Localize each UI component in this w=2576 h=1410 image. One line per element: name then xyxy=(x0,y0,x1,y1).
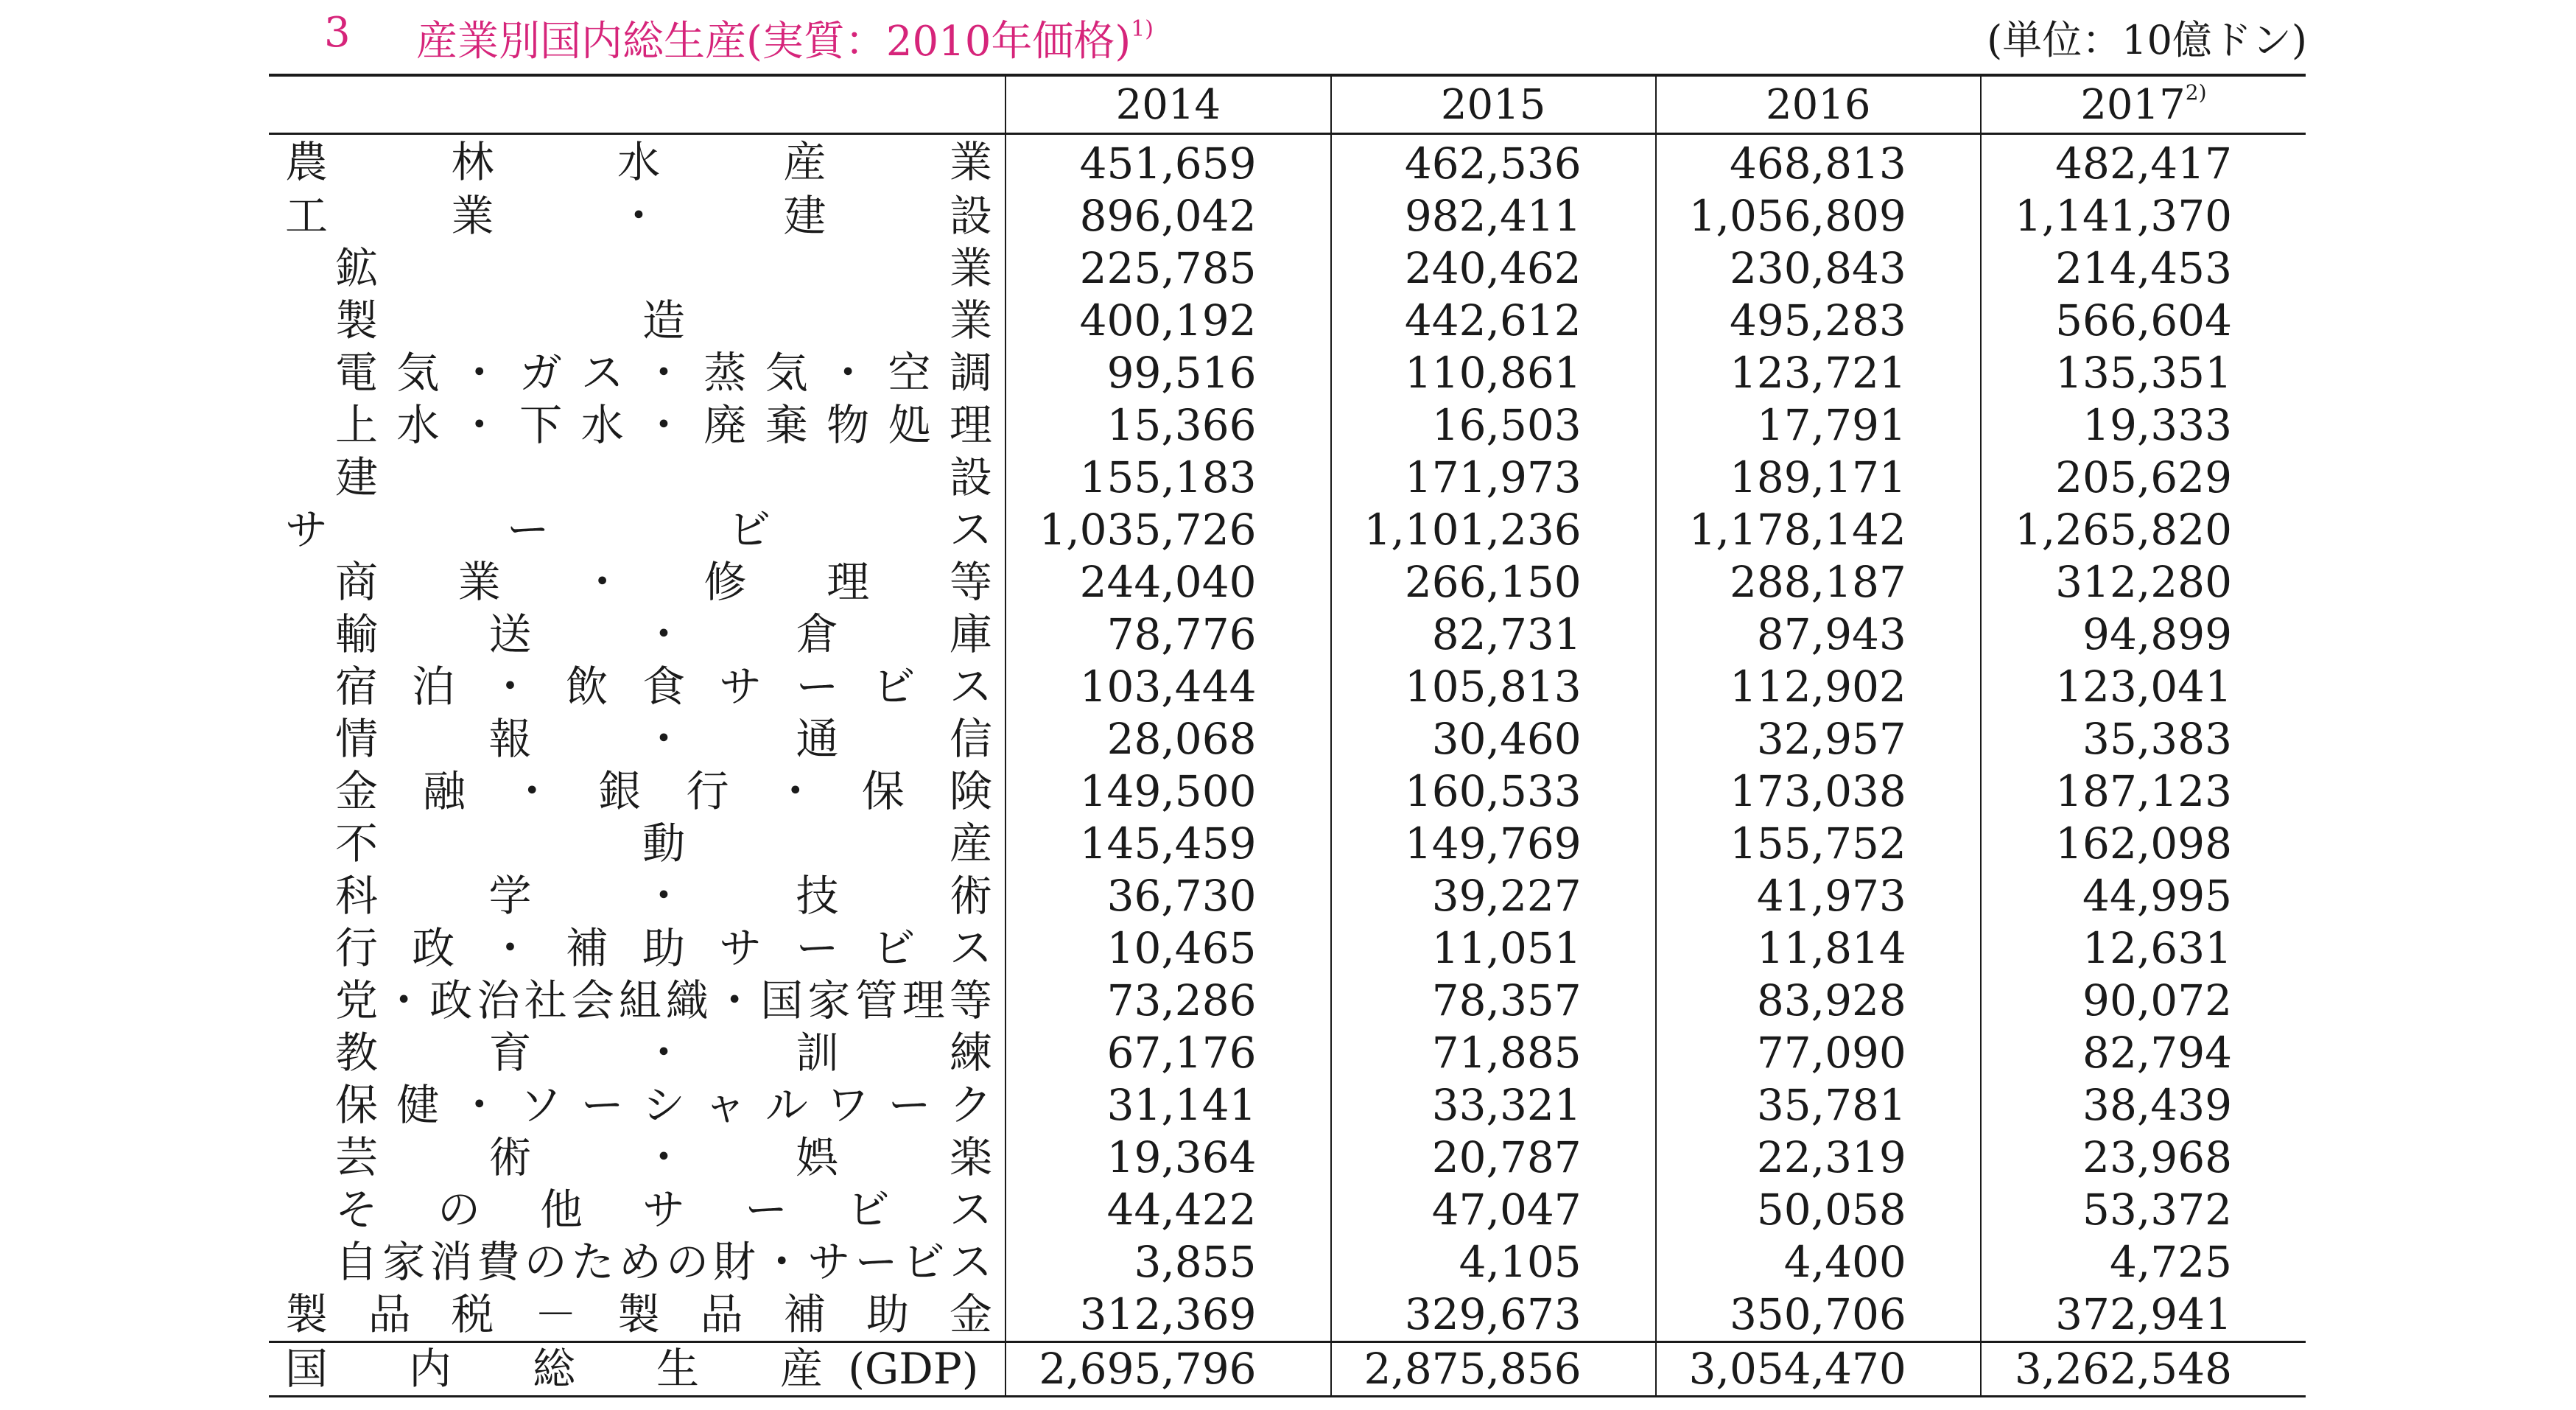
row-label: 芸 術 ・ 娯 楽 xyxy=(335,1132,992,1182)
cell-value-2015: 47,047 xyxy=(1331,1184,1656,1236)
cell-value-2017: 12,631 xyxy=(1981,922,2306,975)
table-row xyxy=(269,922,2306,975)
cell-value-2014: 28,068 xyxy=(1006,713,1330,765)
cell-value-2014: 15,366 xyxy=(1006,399,1330,452)
cell-value-2014: 44,422 xyxy=(1006,1184,1330,1236)
row-label: 保 健 ・ ソ ー シ ャ ル ワ ー ク xyxy=(335,1080,992,1130)
cell-value-2015: 329,673 xyxy=(1331,1288,1656,1342)
cell-value-2017: 4,725 xyxy=(1981,1236,2306,1288)
cell-value-2016: 123,721 xyxy=(1656,347,1981,399)
table-row xyxy=(269,134,2306,191)
row-label: 工 業 ・ 建 設 xyxy=(285,191,992,241)
cell-value-2015: 462,536 xyxy=(1331,134,1656,191)
cell-value-2017: 372,941 xyxy=(1981,1288,2306,1342)
cell-value-2017: 23,968 xyxy=(1981,1132,2306,1184)
table-title-row xyxy=(0,0,2576,70)
table-row xyxy=(269,1288,2306,1342)
cell-value-2015: 110,861 xyxy=(1331,347,1656,399)
table-row xyxy=(269,818,2306,870)
cell-value-2014: 312,369 xyxy=(1006,1288,1330,1342)
cell-value-2014: 896,042 xyxy=(1006,190,1330,242)
table-row xyxy=(269,1236,2306,1288)
row-label: 科 学 ・ 技 術 xyxy=(335,871,992,921)
table-row xyxy=(269,452,2306,504)
cell-value-2014: 244,040 xyxy=(1006,556,1330,608)
row-label: 鉱 業 xyxy=(335,243,992,293)
cell-value-2016: 189,171 xyxy=(1656,452,1981,504)
cell-value-2016: 1,178,142 xyxy=(1656,504,1981,556)
cell-value-2017: 1,141,370 xyxy=(1981,190,2306,242)
cell-value-2016: 32,957 xyxy=(1656,713,1981,765)
cell-value-2015: 20,787 xyxy=(1331,1132,1656,1184)
cell-value-2017: 123,041 xyxy=(1981,661,2306,713)
row-label: 輸 送 ・ 倉 庫 xyxy=(335,609,992,659)
cell-value-2016: 11,814 xyxy=(1656,922,1981,975)
cell-value-2016: 350,706 xyxy=(1656,1288,1981,1342)
table-row xyxy=(269,870,2306,922)
table-title-text: 産業別国内総生産(実質：2010年価格) xyxy=(416,18,1131,66)
cell-value-2015: 16,503 xyxy=(1331,399,1656,452)
total-value-2015: 2,875,856 xyxy=(1331,1342,1656,1397)
cell-value-2015: 240,462 xyxy=(1331,242,1656,295)
cell-value-2015: 4,105 xyxy=(1331,1236,1656,1288)
table-body xyxy=(269,134,2306,1397)
cell-value-2016: 468,813 xyxy=(1656,134,1981,191)
cell-value-2016: 495,283 xyxy=(1656,295,1981,347)
total-label-suffix: (GDP) xyxy=(848,1344,979,1394)
cell-value-2014: 19,364 xyxy=(1006,1132,1330,1184)
cell-value-2016: 22,319 xyxy=(1656,1132,1981,1184)
cell-value-2016: 35,781 xyxy=(1656,1079,1981,1132)
col-header-2017: 2017$^{2)}$ xyxy=(1981,75,2306,134)
row-label: 建 設 xyxy=(335,452,992,502)
cell-value-2015: 11,051 xyxy=(1331,922,1656,975)
cell-value-2016: 87,943 xyxy=(1656,608,1981,661)
row-label: 行 政 ・ 補 助 サ ー ビ ス xyxy=(335,923,992,973)
gdp-by-industry-table xyxy=(269,74,2306,1397)
cell-value-2016: 77,090 xyxy=(1656,1027,1981,1079)
cell-value-2017: 38,439 xyxy=(1981,1079,2306,1132)
gdp-table-container xyxy=(269,74,2306,1397)
header-blank-cell xyxy=(269,75,1006,134)
cell-value-2014: 99,516 xyxy=(1006,347,1330,399)
cell-value-2016: 41,973 xyxy=(1656,870,1981,922)
cell-value-2017: 90,072 xyxy=(1981,975,2306,1027)
cell-value-2014: 10,465 xyxy=(1006,922,1330,975)
cell-value-2014: 31,141 xyxy=(1006,1079,1330,1132)
cell-value-2015: 30,460 xyxy=(1331,713,1656,765)
cell-value-2015: 1,101,236 xyxy=(1331,504,1656,556)
cell-value-2017: 82,794 xyxy=(1981,1027,2306,1079)
cell-value-2014: 451,659 xyxy=(1006,134,1330,191)
cell-value-2014: 103,444 xyxy=(1006,661,1330,713)
cell-value-2015: 982,411 xyxy=(1331,190,1656,242)
table-row xyxy=(269,399,2306,452)
col-header-2016: 2016 xyxy=(1656,75,1981,134)
table-row xyxy=(269,1079,2306,1132)
cell-value-2017: 482,417 xyxy=(1981,134,2306,191)
cell-value-2015: 149,769 xyxy=(1331,818,1656,870)
cell-value-2017: 162,098 xyxy=(1981,818,2306,870)
total-label-chars: 国 内 総 生 産 xyxy=(285,1344,823,1394)
row-label: 宿 泊 ・ 飲 食 サ ー ビ ス xyxy=(335,662,992,712)
cell-value-2015: 33,321 xyxy=(1331,1079,1656,1132)
row-label: 情 報 ・ 通 信 xyxy=(335,714,992,764)
cell-value-2014: 67,176 xyxy=(1006,1027,1330,1079)
cell-value-2017: 44,995 xyxy=(1981,870,2306,922)
row-label: 教 育 ・ 訓 練 xyxy=(335,1028,992,1078)
cell-value-2014: 73,286 xyxy=(1006,975,1330,1027)
cell-value-2017: 135,351 xyxy=(1981,347,2306,399)
row-label: 金 融 ・ 銀 行 ・ 保 険 xyxy=(335,766,992,816)
row-label: 製 造 業 xyxy=(335,295,992,346)
table-row xyxy=(269,504,2306,556)
table-row xyxy=(269,1132,2306,1184)
cell-value-2016: 50,058 xyxy=(1656,1184,1981,1236)
row-label: 農 林 水 産 業 xyxy=(285,137,992,187)
unit-note: (単位：10億ドン) xyxy=(1987,17,2307,63)
table-row xyxy=(269,608,2306,661)
table-row xyxy=(269,975,2306,1027)
cell-value-2017: 312,280 xyxy=(1981,556,2306,608)
table-header-row xyxy=(269,75,2306,134)
cell-value-2017: 214,453 xyxy=(1981,242,2306,295)
row-label: 不 動 産 xyxy=(335,818,992,869)
row-label: 電 気 ・ ガ ス ・ 蒸 気 ・ 空 調 xyxy=(335,348,992,398)
cell-value-2014: 36,730 xyxy=(1006,870,1330,922)
cell-value-2016: 173,038 xyxy=(1656,765,1981,818)
row-label: 党 ・ 政 治 社 会 組 織 ・ 国 家 管 理 等 xyxy=(335,975,992,1025)
cell-value-2016: 288,187 xyxy=(1656,556,1981,608)
table-row xyxy=(269,242,2306,295)
cell-value-2016: 4,400 xyxy=(1656,1236,1981,1288)
cell-value-2017: 1,265,820 xyxy=(1981,504,2306,556)
cell-value-2017: 566,604 xyxy=(1981,295,2306,347)
cell-value-2015: 442,612 xyxy=(1331,295,1656,347)
cell-value-2016: 83,928 xyxy=(1656,975,1981,1027)
row-label: 製 品 税 － 製 品 補 助 金 xyxy=(285,1289,992,1339)
cell-value-2015: 82,731 xyxy=(1331,608,1656,661)
cell-value-2015: 71,885 xyxy=(1331,1027,1656,1079)
col-header-2014: 2014 xyxy=(1006,75,1330,134)
table-row xyxy=(269,661,2306,713)
cell-value-2015: 160,533 xyxy=(1331,765,1656,818)
cell-value-2014: 225,785 xyxy=(1006,242,1330,295)
table-row xyxy=(269,1184,2306,1236)
total-value-2014: 2,695,796 xyxy=(1006,1342,1330,1397)
row-label: 商 業 ・ 修 理 等 xyxy=(335,557,992,607)
cell-value-2017: 205,629 xyxy=(1981,452,2306,504)
cell-value-2017: 94,899 xyxy=(1981,608,2306,661)
col-header-2017-footnote: 2) xyxy=(2185,80,2207,105)
cell-value-2016: 1,056,809 xyxy=(1656,190,1981,242)
table-row xyxy=(269,347,2306,399)
table-row xyxy=(269,1027,2306,1079)
cell-value-2014: 1,035,726 xyxy=(1006,504,1330,556)
cell-value-2017: 187,123 xyxy=(1981,765,2306,818)
row-label: サ ー ビ ス xyxy=(285,505,992,555)
cell-value-2015: 78,357 xyxy=(1331,975,1656,1027)
table-title xyxy=(416,9,1154,68)
cell-value-2016: 112,902 xyxy=(1656,661,1981,713)
cell-value-2014: 145,459 xyxy=(1006,818,1330,870)
total-value-2016: 3,054,470 xyxy=(1656,1342,1981,1397)
cell-value-2014: 78,776 xyxy=(1006,608,1330,661)
table-row xyxy=(269,190,2306,242)
cell-value-2017: 19,333 xyxy=(1981,399,2306,452)
cell-value-2016: 230,843 xyxy=(1656,242,1981,295)
total-row-gdp xyxy=(269,1342,2306,1397)
section-number: 3 xyxy=(324,9,351,57)
cell-value-2017: 35,383 xyxy=(1981,713,2306,765)
title-footnote: 1) xyxy=(1131,16,1154,42)
cell-value-2016: 155,752 xyxy=(1656,818,1981,870)
cell-value-2014: 400,192 xyxy=(1006,295,1330,347)
cell-value-2017: 53,372 xyxy=(1981,1184,2306,1236)
row-label: 自 家 消 費 の た め の 財 ・ サ ー ビ ス xyxy=(335,1237,992,1287)
table-row xyxy=(269,713,2306,765)
cell-value-2015: 266,150 xyxy=(1331,556,1656,608)
total-label-cell xyxy=(269,1342,1006,1397)
col-header-2015: 2015 xyxy=(1331,75,1656,134)
row-label: そ の 他 サ ー ビ ス xyxy=(335,1185,992,1235)
cell-value-2015: 105,813 xyxy=(1331,661,1656,713)
cell-value-2015: 39,227 xyxy=(1331,870,1656,922)
cell-value-2014: 149,500 xyxy=(1006,765,1330,818)
table-row xyxy=(269,556,2306,608)
table-row xyxy=(269,295,2306,347)
cell-value-2016: 17,791 xyxy=(1656,399,1981,452)
cell-value-2015: 171,973 xyxy=(1331,452,1656,504)
cell-value-2014: 155,183 xyxy=(1006,452,1330,504)
table-row xyxy=(269,765,2306,818)
cell-value-2014: 3,855 xyxy=(1006,1236,1330,1288)
total-value-2017: 3,262,548 xyxy=(1981,1342,2306,1397)
row-label: 上 水 ・ 下 水 ・ 廃 棄 物 処 理 xyxy=(335,400,992,450)
